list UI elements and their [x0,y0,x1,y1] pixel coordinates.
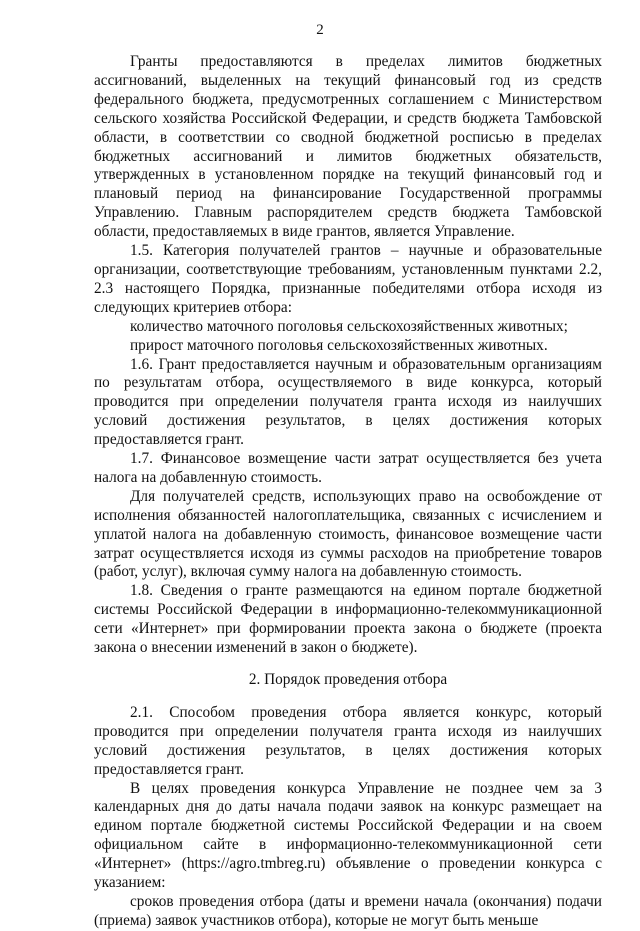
paragraph-2-1-deadlines: сроков проведения отбора (даты и времени начала (окончания) подачи (приема) заявок участников отбора), которые не могут быть меньше [94,892,602,929]
paragraph-grants-funding: Гранты предоставляются в пределах лимитов бюджетных ассигнований, выделенных на текущий финансовый год из средств федерального бюджета, предусмотренных соглашением с Министерством сельского хозяйства Российской Федерации, и средств бюджета Тамбовской области, в соответствии со сводной бюджетной росписью в пределах бюджетных ассигнований и лимитов бюджетных обязательств, утвержденных в установленном порядке на текущий финансовый год и плановый период на финансирование Государственной программы Управлению. Главным распорядителем средств бюджета Тамбовской области, предоставляемых в виде грантов, является Управление. [94,53,602,241]
criterion-item-1: количество маточного поголовья сельскохозяйственных животных; [130,317,568,335]
paragraph-1-8: 1.8. Сведения о гранте размещаются на едином портале бюджетной системы Российской Федерации в информационно-телекоммуникационной сети «Интернет» при формировании проекта закона о бюджете (проекта закона о внесении изменений в закон о бюджете). [94,582,602,657]
paragraph-1-7-exemption: Для получателей средств, использующих право на освобождение от исполнения обязанностей налогоплательщика, связанных с исчислением и уплатой налога на добавленную стоимость, финансовое возмещение части затрат осуществляется исходя из суммы расходов на приобретение товаров (работ, услуг), включая сумму налога на добавленную стоимость. [94,487,602,581]
criterion-item-2: прирост маточного поголовья сельскохозяйственных животных. [130,336,548,354]
section-heading-2: 2. Порядок проведения отбора [248,671,448,688]
paragraph-1-6: 1.6. Грант предоставляется научным и образовательным организациям по результатам отбора, осуществляемого в виде конкурса, который проводится при определении получателя гранта исходя из наилучших условий достижения результатов, в целях достижения которых предоставляется грант. [94,355,602,449]
paragraph-2-1: 2.1. Способом проведения отбора является конкурс, который проводится при определении получателя гранта исходя из наилучших условий достижения результатов, в целях достижения которых предоставляется грант. [94,703,602,778]
page-number: 2 [316,22,324,38]
paragraph-1-5: 1.5. Категория получателей грантов – научные и образовательные организации, соответствующие требованиям, установленным пунктами 2.2, 2.3 настоящего Порядка, признанные победителями отбора исходя из следующих критериев отбора: [94,242,602,316]
document-body [94,53,602,931]
paragraph-2-1-announcement: В целях проведения конкурса Управление не позднее чем за 3 календарных дня до даты начала подачи заявок на конкурс размещает на едином портале бюджетной системы Российской Федерации и на своем официальном сайте в информационно-телекоммуникационной сети «Интернет» (https://agro.tmbreg.ru) объявление о проведении конкурса с указанием: [94,779,602,892]
last-paragraph-clip [94,893,602,931]
paragraph-1-7: 1.7. Финансовое возмещение части затрат осуществляется без учета налога на добавленную стоимость. [94,450,602,486]
